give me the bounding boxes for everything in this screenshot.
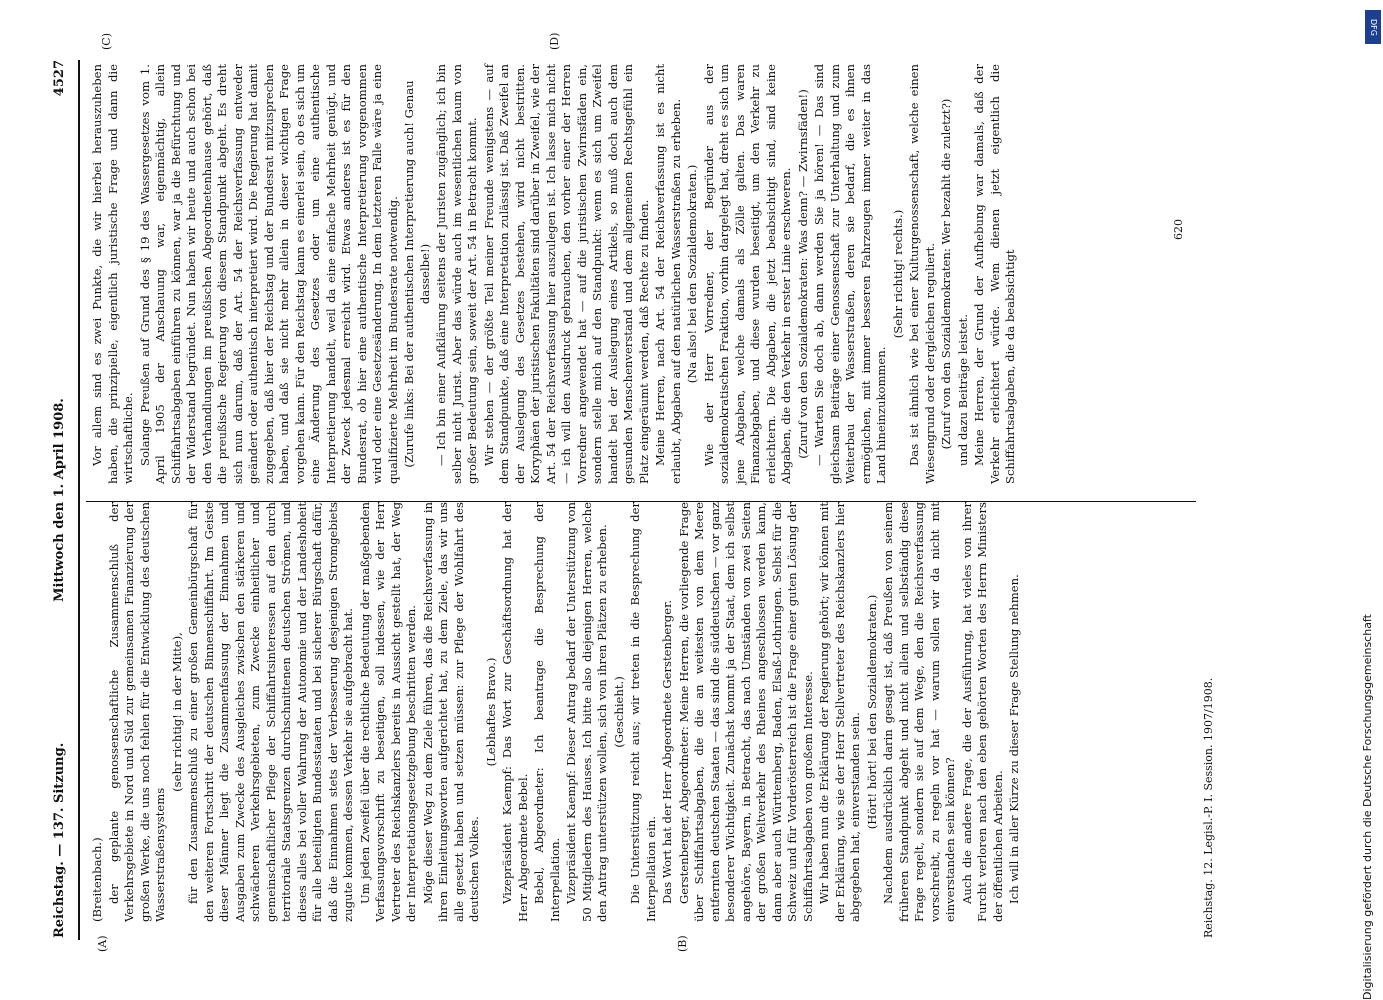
left-text-column bbox=[90, 502, 1024, 922]
paragraph: (Na also! bei den Sozialdemokraten.) bbox=[685, 164, 699, 384]
paragraph: (Zuruf von den Sozialdemokraten: Wer bezahlt die zuletzt?) bbox=[939, 98, 953, 450]
paragraph: (Breitenbach.) bbox=[90, 837, 104, 922]
paragraph: Bebel, Abgeordneter: Ich beantrage die Besprechung der Interpellation. bbox=[532, 502, 562, 922]
paragraph: Wir haben nun die Erklärung der Regierung gehört; wir können mit der Erklärung, wie sie der Herr Stellvertreter des Reichskanzlers hier abgegeben hat, einverstanden sein. bbox=[817, 502, 862, 922]
digitization-note-text: Digitalisierung gefördert durch die Deutsche Forschungsgemeinschaft bbox=[1361, 614, 1374, 1000]
paragraph: für den Zusammenschluß zu einer großen Gemeinbürgschaft für den weiteren Fortschritt der deutschen Binnenschiffahrt. Im Geiste dieser Männer liegt die Zusammenfassung der Einnahmen und Ausgaben zum Zwecke des Ausgleiches zwischen den stärkeren und schwächeren Verkehrsgebieten, zum Zwecke einheitlicher und gemeinschaftlicher Pflege der Schiffahrtsinteressen auf den durch territoriale Staatsgrenzen durchschnittenen deutschen Strömen, und dieses alles bei voller Wahrung der Autonomie und der Landeshoheit für alle beteiligten Bundesstaaten und bei sicherer Bürgschaft dafür, daß die Einnahmen stets der Verbesserung desjenigen Stromgebiets zugute kommen, dessen Verkehr sie aufgebracht hat. bbox=[186, 502, 355, 922]
paragraph: Auch die andere Frage, die der Ausführung, hat vieles von ihrer Furcht verloren nach den eben gehörten Worten des Herrn Ministers der öffentlichen Arbeiten. bbox=[959, 502, 1005, 922]
paragraph: (Zurufe links: Bei der authentischen Interpretierung auch! Genau dasselbe!) bbox=[402, 80, 432, 468]
paragraph: Vizepräsident Kaempf: Das Wort zur Geschäftsordnung hat der Herr Abgeordnete Bebel. bbox=[500, 502, 530, 922]
paragraph: (Zuruf von den Sozialdemokraten: Was denn? — Zwirnsfäden!) bbox=[795, 89, 810, 459]
paragraph: Vizepräsident Kaempf: Dieser Antrag bedarf der Unterstützung von 50 Mitgliedern des Hauses. Ich bitte also diejenigen Herren, welche den Antrag unterstützen wollen, sich von ihren Plätzen zu erheben. bbox=[564, 502, 609, 922]
paragraph: Gerstenberger, Abgeordneter: Meine Herren, die vorliegende Frage über Schiffahrtsabgaben, die die an weitesten von dem Meere entfernten deutschen Staaten — das sind die süddeutschen — vor ganz besonderer Wichtigkeit. Zunächst kommt ja der Staat, dem ich selbst angehöre, Bayern, in Betracht, das nach Umständen von zwei Seiten der großen Weltverkehr des Rheines angeschlossen werden kann, dann aber auch Württemberg, Baden, Elsaß-Lothringen. Selbst für die Schweiz und für Vorderösterreich ist die Frage einer guten Lösung der Schiffahrtsabgaben von großem Interesse. bbox=[676, 502, 815, 922]
paragraph: Die Unterstützung reicht aus; wir treten in die Besprechung der Interpellation ein. bbox=[628, 502, 658, 922]
margin-mark-b: (B) bbox=[676, 935, 689, 952]
right-text-column bbox=[90, 64, 1020, 484]
paragraph: — Warten Sie doch ab, dann werden Sie ja hören! — Das sind gleichsam Beiträge einer Genossenschaft zur Unterhaltung und zum Weiterbau der Wasserstraßen, deren sie bedarf, die es ihnen ermöglichen, mit immer besseren Fahrzeugen immer weiter in das Land hineinzukommen. bbox=[812, 64, 888, 484]
paragraph: Möge dieser Weg zu dem Ziele führen, das die Reichsverfassung in ihren Einleitungsworten aufgerichtet hat, zu dem Ziele, das wir uns alle gesetzt haben und setzen müssen: zur Pflege der Wohlfahrt des deutschen Volkes. bbox=[420, 502, 481, 922]
page-footer: Reichstag. 12. Legisl.-P. I. Session. 1907/1908. bbox=[1202, 677, 1215, 938]
paragraph: (sehr richtig! in der Mitte), bbox=[169, 632, 184, 792]
margin-mark-c: (C) bbox=[100, 33, 113, 50]
paragraph: Das ist ähnlich wie bei einer Kulturgenossenschaft, welche einen Wiesengrund oder dergleichen reguliert. bbox=[907, 64, 937, 484]
paragraph: (Sehr richtig! rechts.) bbox=[890, 209, 905, 339]
sheet-signature: 620 bbox=[1172, 219, 1185, 240]
header-session-title: Reichstag. — 137. Sitzung. bbox=[52, 742, 67, 938]
paragraph: Meine Herren, nach Art. 54 der Reichsverfassung ist es nicht erlaubt, Abgaben auf den natürlichen Wasserstraßen zu erheben. bbox=[653, 64, 683, 484]
paragraph: Wie der Herr Vorredner, der Begründer aus der sozialdemokratischen Fraktion, vorhin dargelegt hat, dreht es sich um jene Abgaben, welche damals als Zölle galten. Das waren Finanzabgaben, und diese wurden beseitigt, um den Verkehr zu erleichtern. Die Abgaben, die jetzt beabsichtigt sind, sind keine Abgaben, die den Verkehr in erster Linie erschweren. bbox=[701, 64, 793, 484]
paragraph: (Hört! hört! bei den Sozialdemokraten.) bbox=[864, 594, 879, 830]
margin-mark-d: (D) bbox=[548, 32, 561, 50]
paragraph: — Ich bin einer Aufklärung seitens der Juristen zugänglich; ich bin selber nicht Jurist. Aber das würde auch im wesentlichen kaum von großer Bedeutung sein, soweit der Art. 54 in Betracht kommt. bbox=[434, 64, 479, 484]
paragraph: der geplante genossenschaftliche Zusammenschluß der Verkehrsgebiete in Nord und Süd zur gemeinsamen Finanzierung der großen Werke, die uns noch fehlen für die Entwicklung des deutschen Wasserstraßensystems bbox=[106, 502, 167, 922]
paragraph: Das Wort hat der Herr Abgeordnete Gerstenberger. bbox=[660, 599, 674, 904]
header-date: Mittwoch den 1. April 1908. bbox=[52, 398, 67, 602]
paragraph: Ich will in aller Kürze zu dieser Frage Stellung nehmen. bbox=[1007, 574, 1021, 904]
margin-mark-a: (A) bbox=[96, 935, 109, 952]
paragraph: Solange Preußen auf Grund des § 19 des Wassergesetzes vom 1. April 1905 der Anschauung war, eigenmächtig, allein Schiffahrtsabgaben einführen zu können, war ja die Befürchtung und der Widerstand begründet. Nun haben wir heute und auch schon bei den Verhandlungen im preußischen Abgeordnetenhause gehört, daß die preußische Regierung von diesem Standpunkt abgeht. Es dreht sich nun darum, daß der Art. 54 der Reichsverfassung entweder geändert oder authentisch interpretiert wird. Die Regierung hat damit zugegeben, daß hier der Reichstag und der Bundesrat mitzusprechen haben, und daß sie nicht mehr allein in dieser wichtigen Frage vorgehen kann. Für den Reichstag kann es einerlei sein, ob es sich um eine Änderung des Gesetzes oder um eine authentische Interpretierung handelt, weil da eine einfache Mehrheit genügt, und der Zweck jedesmal erreicht wird. Etwas anderes ist es für den Bundesrat, ob hier eine authentische Interpretierung vorgenommen wird oder eine Gesetzesänderung. In dem letzteren Falle wäre ja eine qualifizierte Mehrheit im Bundesrate notwendig. bbox=[137, 64, 400, 484]
paragraph: (Geschieht.) bbox=[611, 676, 626, 748]
paragraph: Meine Herren, der Grund der Aufhebung war damals, daß der Verkehr erleichtert würde. Wem dienen jetzt eigentlich die Schiffahrtsabgaben, die da beabsichtigt bbox=[972, 64, 1017, 484]
paragraph: Um jeden Zweifel über die rechtliche Bedeutung der maßgebenden Verfassungsvorschrift zu beseitigen, soll indessen, wie der Herr Vertreter des Reichskanzlers bereits in Aussicht gestellt hat, der Weg der Interpretationsgesetzgebung beschritten werden. bbox=[357, 502, 418, 922]
paragraph: Nachdem ausdrücklich darin gesagt ist, daß Preußen von seinem früheren Standpunkt abgeht und nicht allein und selbständig diese Frage regelt, sondern sie auf dem Wege, den die Reichsverfassung vorschreibt, zu regeln vor hat — warum sollen wir da nicht mit einverstanden sein können? bbox=[881, 502, 957, 922]
paragraph: Vor allem sind es zwei Punkte, die wir hierbei herauszuheben haben, die prinzipielle, eigentlich juristische Frage und dann die wirtschaftliche. bbox=[90, 64, 135, 484]
header-rule bbox=[78, 60, 80, 940]
paragraph: und dazu Beiträge leistet. bbox=[955, 314, 970, 466]
digitization-note bbox=[1361, 0, 1383, 1000]
paragraph: (Lebhaftes Bravo.) bbox=[483, 657, 498, 767]
header-page-number: 4527 bbox=[52, 60, 67, 97]
paragraph: Wir stehen — der größte Teil meiner Freunde wenigstens — auf dem Standpunkte, daß eine Interpretation zulässig ist. Daß Zweifel an der Auslegung des Gesetzes bestehen, wird nicht bestritten. Koryphäen der juristischen Fakultäten sind darüber in Zweifel, wie der Art. 54 der Reichsverfassung hier auszulegen ist. Ich lasse mich nicht — ich will den Ausdruck gebrauchen, den vorher einer der Herren Vorredner angewendet hat — auf die juristischen Zwirnsfäden ein, sondern stelle mich auf den Standpunkt: wenn es sich um Zweifel handelt bei der Auslegung eines Artikels, so muß doch auch dem gesunden Menschenverstand und dem allgemeinen Rechtsgefühl ein Platz eingeräumt werden, daß Rechte zu finden. bbox=[481, 64, 651, 484]
dfg-logo: DFG bbox=[1365, 10, 1381, 44]
